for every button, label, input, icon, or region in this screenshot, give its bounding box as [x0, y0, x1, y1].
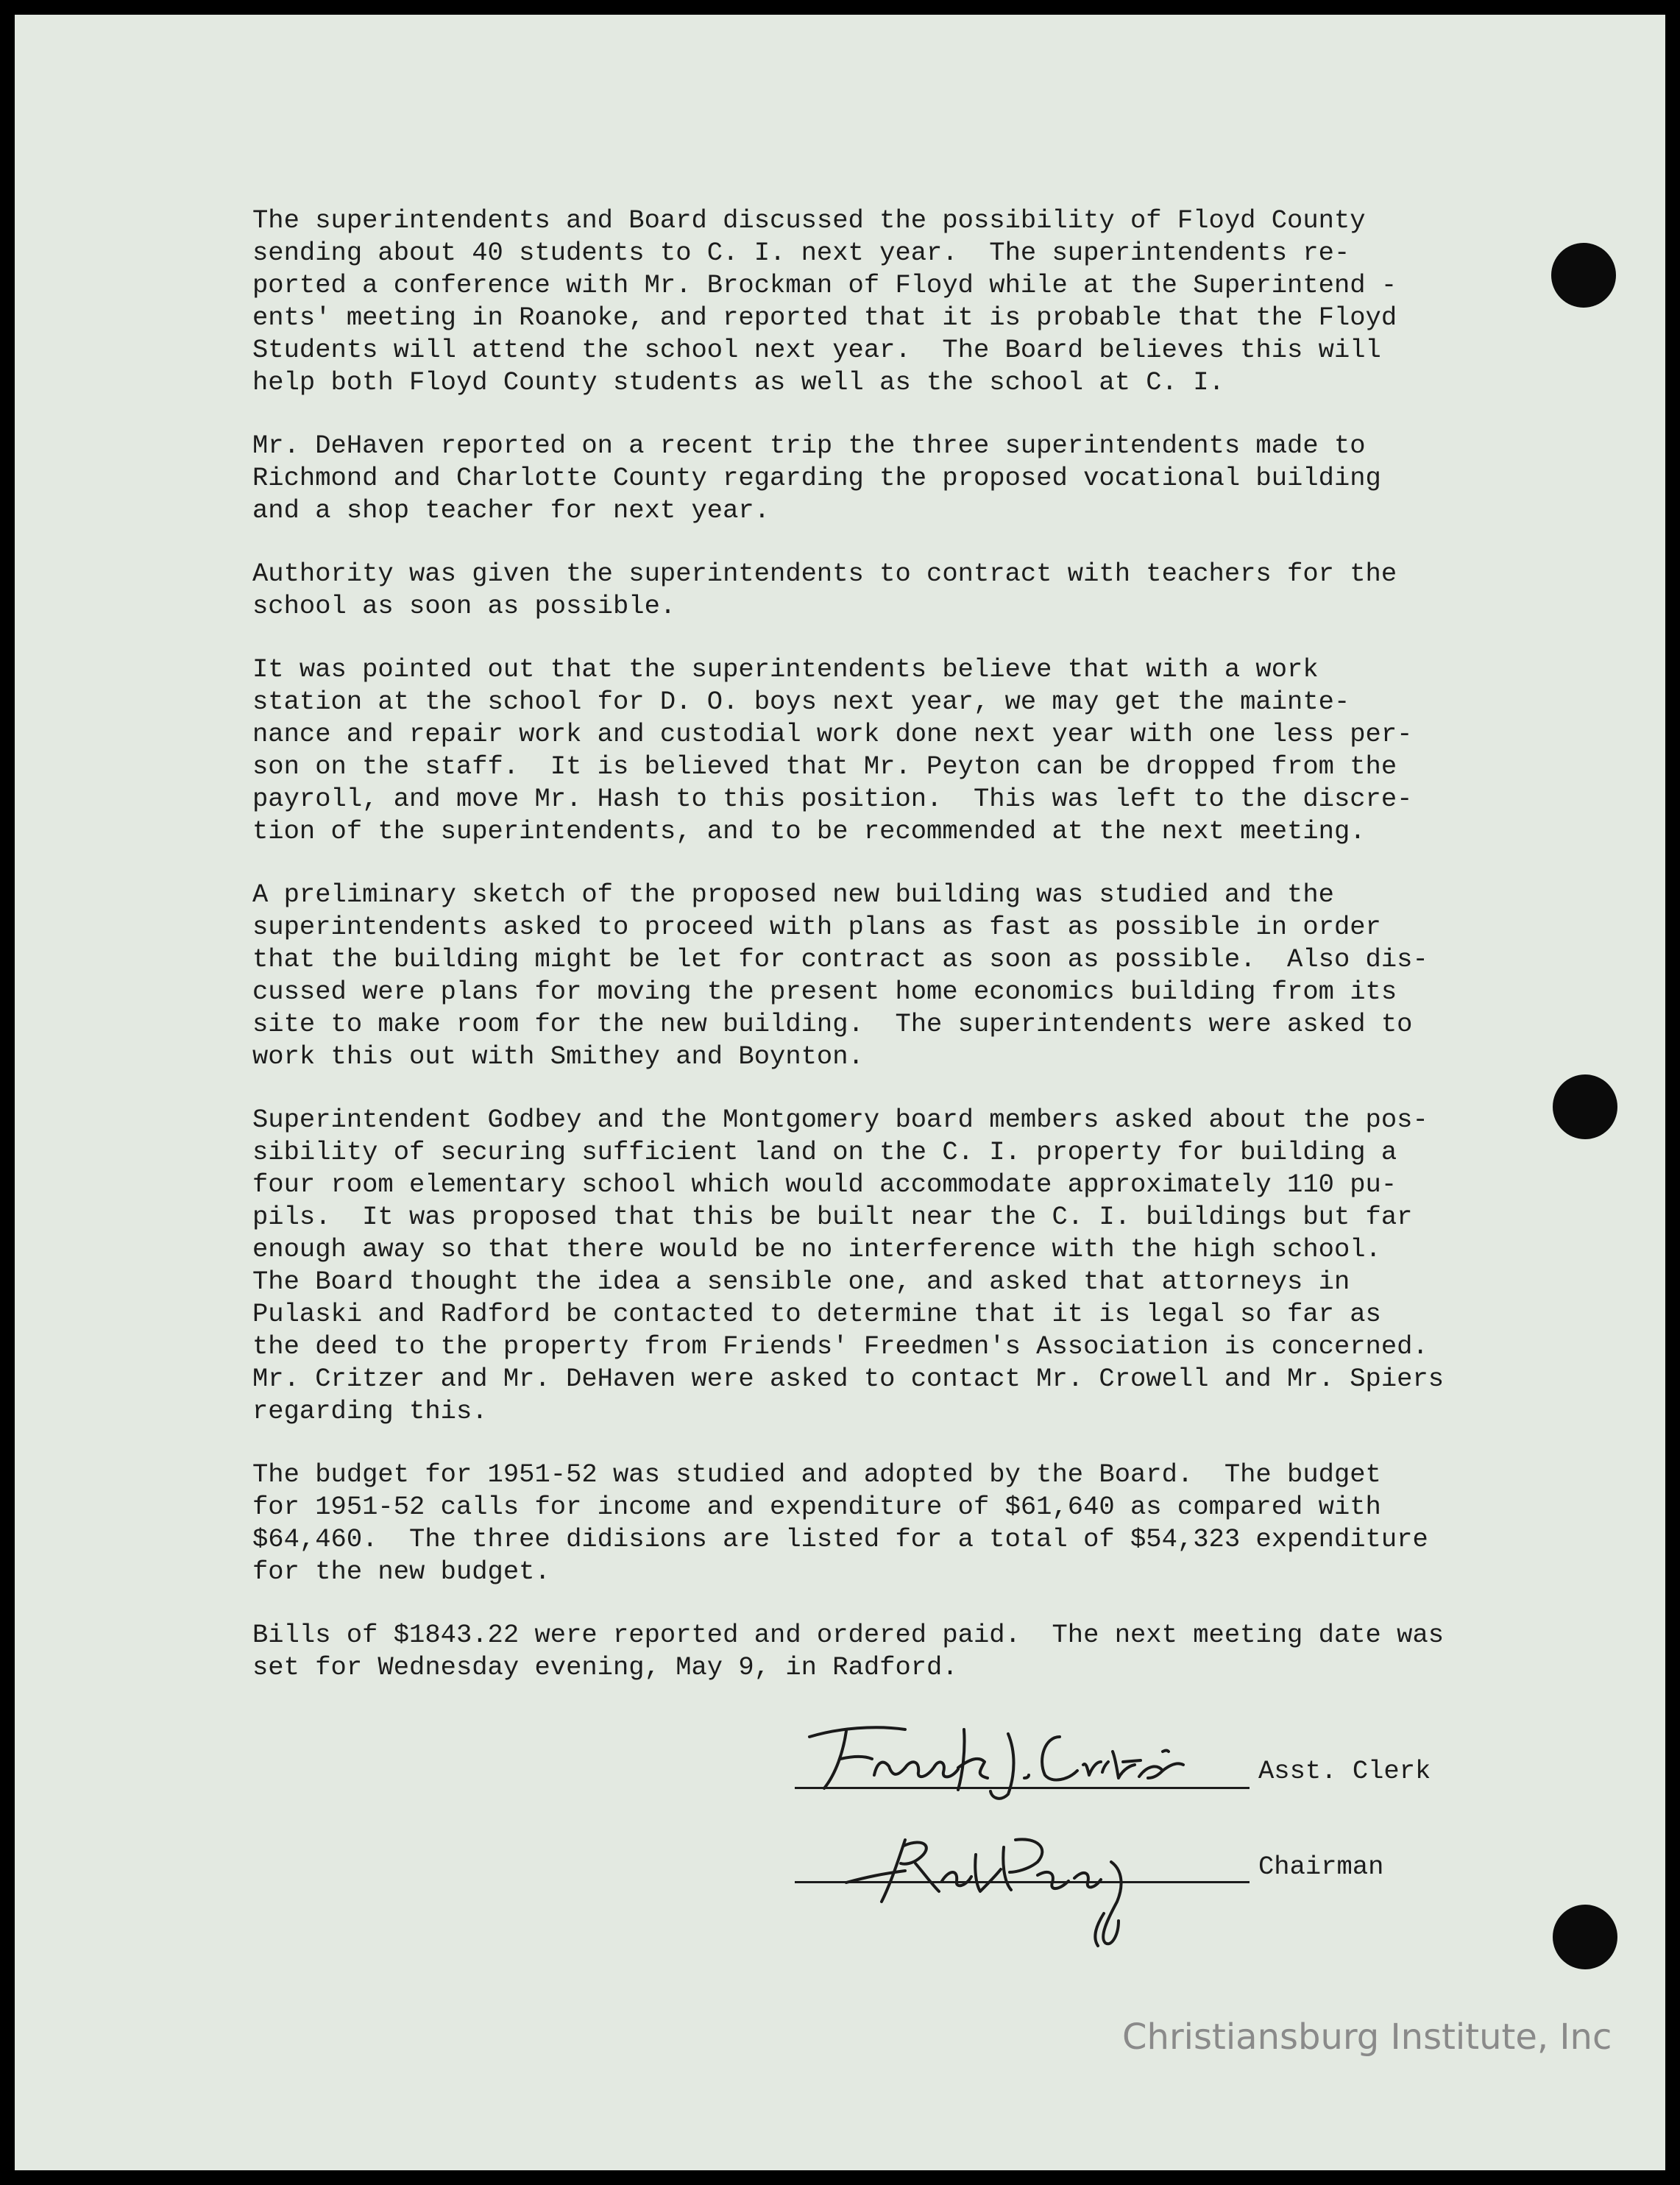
- punch-hole: [1551, 243, 1616, 308]
- text-line: Students will attend the school next year. The Board believes this will: [252, 335, 1381, 365]
- text-line: ents' meeting in Roanoke, and reported that it is probable that the Floyd: [252, 302, 1397, 333]
- text-line: The budget for 1951-52 was studied and adopted by the Board. The budget: [252, 1459, 1381, 1490]
- text-line: pils. It was proposed that this be built near the C. I. buildings but far: [252, 1202, 1413, 1232]
- paragraph: [252, 430, 1503, 527]
- watermark: Christiansburg Institute, Inc: [1122, 2016, 1612, 2058]
- signature-line: [795, 1787, 1250, 1789]
- text-line: for the new budget.: [252, 1557, 550, 1587]
- signature-block: [795, 1707, 1501, 1972]
- paragraph: [252, 1459, 1503, 1588]
- text-line: cussed were plans for moving the present home economics building from its: [252, 977, 1397, 1007]
- text-line: Mr. DeHaven reported on a recent trip the three superintendents made to: [252, 431, 1366, 461]
- text-line: the deed to the property from Friends' Freedmen's Association is concerned.: [252, 1331, 1428, 1361]
- text-line: regarding this.: [252, 1396, 488, 1426]
- text-line: school as soon as possible.: [252, 591, 676, 621]
- text-line: Pulaski and Radford be contacted to determine that it is legal so far as: [252, 1299, 1381, 1329]
- text-line: payroll, and move Mr. Hash to this position. This was left to the discre-: [252, 784, 1413, 814]
- text-line: and a shop teacher for next year.: [252, 495, 770, 525]
- text-line: that the building might be let for contract as soon as possible. Also dis-: [252, 944, 1428, 974]
- text-line: help both Floyd County students as well as the school at C. I.: [252, 367, 1224, 397]
- paragraph: [252, 558, 1503, 623]
- text-line: site to make room for the new building. The superintendents were asked to: [252, 1009, 1413, 1039]
- chairman-signature: [795, 1810, 1251, 1958]
- text-line: Bills of $1843.22 were reported and ordered paid. The next meeting date was: [252, 1620, 1445, 1650]
- punch-hole: [1553, 1074, 1617, 1139]
- paragraph: [252, 1619, 1503, 1684]
- text-line: The superintendents and Board discussed the possibility of Floyd County: [252, 205, 1366, 236]
- text-line: sibility of securing sufficient land on the C. I. property for building a: [252, 1137, 1397, 1167]
- text-line: Mr. Critzer and Mr. DeHaven were asked to contact Mr. Crowell and Mr. Spiers: [252, 1364, 1445, 1394]
- text-line: for 1951-52 calls for income and expenditure of $61,640 as compared with: [252, 1492, 1381, 1522]
- text-line: tion of the superintendents, and to be recommended at the next meeting.: [252, 816, 1366, 846]
- text-line: $64,460. The three didisions are listed for a total of $54,323 expenditure: [252, 1524, 1428, 1554]
- text-line: Authority was given the superintendents to contract with teachers for the: [252, 559, 1397, 589]
- paragraph: [252, 1104, 1503, 1428]
- text-line: Superintendent Godbey and the Montgomery board members asked about the pos-: [252, 1105, 1428, 1135]
- text-line: set for Wednesday evening, May 9, in Radford.: [252, 1652, 958, 1682]
- text-line: nance and repair work and custodial work done next year with one less per-: [252, 719, 1413, 749]
- minutes-body: [252, 205, 1503, 1715]
- signature-line: [795, 1881, 1250, 1883]
- text-line: The Board thought the idea a sensible one, and asked that attorneys in: [252, 1267, 1350, 1297]
- text-line: superintendents asked to proceed with plans as fast as possible in order: [252, 912, 1381, 942]
- text-line: ported a conference with Mr. Brockman of Floyd while at the Superintend -: [252, 270, 1397, 300]
- paragraph: [252, 654, 1503, 848]
- text-line: son on the staff. It is believed that Mr. Peyton can be dropped from the: [252, 751, 1397, 782]
- text-line: four room elementary school which would accommodate approximately 110 pu-: [252, 1169, 1397, 1200]
- text-line: It was pointed out that the superintendents believe that with a work: [252, 654, 1319, 684]
- text-line: A preliminary sketch of the proposed new building was studied and the: [252, 879, 1334, 910]
- asst-clerk-label: Asst. Clerk: [1258, 1756, 1431, 1786]
- text-line: work this out with Smithey and Boynton.: [252, 1041, 864, 1072]
- document-page: [15, 15, 1665, 2170]
- chairman-label: Chairman: [1258, 1852, 1384, 1882]
- text-line: sending about 40 students to C. I. next year. The superintendents re-: [252, 238, 1350, 268]
- text-line: Richmond and Charlotte County regarding the proposed vocational building: [252, 463, 1381, 493]
- paragraph: [252, 879, 1503, 1073]
- text-line: station at the school for D. O. boys next year, we may get the mainte-: [252, 687, 1350, 717]
- text-line: enough away so that there would be no interference with the high school.: [252, 1234, 1381, 1264]
- punch-hole: [1553, 1905, 1617, 1969]
- paragraph: [252, 205, 1503, 399]
